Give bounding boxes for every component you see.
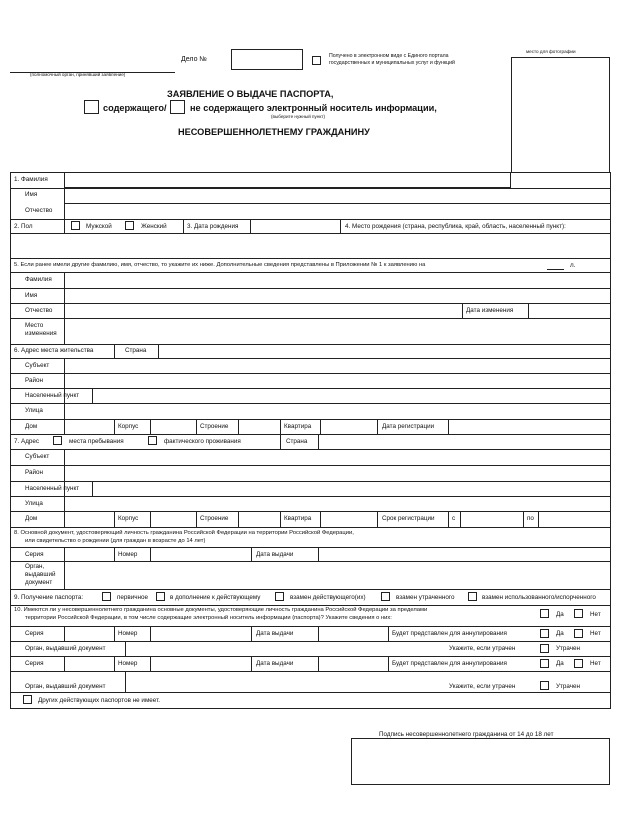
residence-country-label: Страна: [125, 347, 147, 354]
receipt-replace-used-checkbox[interactable]: [468, 592, 477, 601]
option-with-chip-label: содержащего/: [103, 103, 167, 113]
male-label: Мужской: [86, 223, 112, 230]
stay-structure-label: Строение: [200, 515, 229, 522]
foreign1-cancel-label: Будет представлен для аннулирования: [392, 630, 507, 637]
foreign1-number-label: Номер: [118, 630, 138, 637]
stay-district-label: Район: [25, 469, 43, 476]
gender-label: 2. Пол: [14, 223, 33, 230]
foreign1-yes-label: Да: [556, 630, 564, 637]
receipt-label: 9. Получение паспорта:: [14, 594, 84, 601]
foreign-no-label: Нет: [590, 611, 601, 618]
actual-residence-checkbox[interactable]: [148, 436, 157, 445]
foreign1-series-label: Серия: [25, 630, 44, 637]
residence-house-label: Дом: [25, 423, 38, 430]
option-with-chip-checkbox[interactable]: [84, 100, 99, 114]
foreign1-if-lost-label: Укажите, если утрачен: [449, 645, 516, 652]
no-other-passports-checkbox[interactable]: [23, 695, 32, 704]
stay-house-label: Дом: [25, 515, 38, 522]
foreign2-cancel-label: Будет представлен для аннулирования: [392, 660, 507, 667]
form-title-line3: НЕСОВЕРШЕННОЛЕТНЕМУ ГРАЖДАНИНУ: [178, 127, 370, 137]
foreign2-no-checkbox[interactable]: [574, 659, 583, 668]
foreign1-issuer-label: Орган, выдавший документ: [25, 645, 106, 652]
main-doc-line1: 8. Основной документ, удостоверяющий личность гражданина Российской Федерации на территории Российской Федерации,: [14, 530, 354, 536]
receipt-replace-lost-checkbox[interactable]: [381, 592, 390, 601]
residence-reg-date-label: Дата регистрации: [382, 423, 435, 430]
residence-apartment-label: Квартира: [284, 423, 312, 430]
receipt-replace-lost-label: взамен утраченного: [396, 594, 455, 601]
prev-patronymic-label: Отчество: [25, 307, 53, 314]
prev-surname-label: Фамилия: [25, 276, 52, 283]
foreign2-series-label: Серия: [25, 660, 44, 667]
actual-residence-label: фактического проживания: [164, 438, 241, 445]
surname-label: 1. Фамилия: [14, 176, 48, 183]
epgu-checkbox[interactable]: [312, 56, 321, 65]
option-without-chip-checkbox[interactable]: [170, 100, 185, 114]
foreign1-lost-label: Утрачен: [556, 645, 581, 652]
foreign2-yes-label: Да: [556, 660, 564, 667]
signature-label: Подпись несовершеннолетнего гражданина от 14 до 18 лет: [379, 731, 554, 738]
foreign-yes-checkbox[interactable]: [540, 609, 549, 618]
case-label: Дело №: [181, 56, 207, 63]
residence-address-label: 6. Адрес места жительства: [14, 347, 94, 354]
stay-reg-term-label: Срок регистрации: [382, 515, 435, 522]
receipt-addition-checkbox[interactable]: [156, 592, 165, 601]
option-without-chip-label: не содержащего электронный носитель информации,: [190, 103, 437, 113]
female-checkbox[interactable]: [125, 221, 134, 230]
birth-date-label: 3. Дата рождения: [187, 223, 239, 230]
receipt-addition-label: в дополнение к действующему: [170, 594, 261, 601]
male-checkbox[interactable]: [71, 221, 80, 230]
change-place-label1: Место: [25, 322, 44, 329]
stay-subject-label: Субъект: [25, 453, 50, 460]
foreign1-no-checkbox[interactable]: [574, 629, 583, 638]
foreign1-yes-checkbox[interactable]: [540, 629, 549, 638]
stay-reg-to-label: по: [527, 515, 534, 522]
photo-box: [511, 57, 610, 186]
foreign2-if-lost-label: Укажите, если утрачен: [449, 683, 516, 690]
receipt-replace-valid-checkbox[interactable]: [275, 592, 284, 601]
residence-district-label: Район: [25, 377, 43, 384]
stay-street-label: Улица: [25, 500, 43, 507]
stay-apartment-label: Квартира: [284, 515, 312, 522]
foreign2-issuer-label: Орган, выдавший документ: [25, 683, 106, 690]
stay-address-label: 7. Адрес: [14, 438, 40, 445]
main-doc-issuer-label2: выдавший: [25, 571, 56, 578]
epgu-text-line1: Получено в электронном виде с Единого портала: [329, 53, 449, 59]
residence-subject-label: Субъект: [25, 362, 50, 369]
stay-place-label: места пребывания: [69, 438, 124, 445]
surname-field[interactable]: [64, 172, 511, 188]
foreign2-date-label: Дата выдачи: [256, 660, 294, 667]
stay-locality-label: Населенный пункт: [25, 485, 80, 492]
prev-names-intro: 5. Если ранее имели другие фамилию, имя, отчество, то укажите их ниже. Дополнительные сведения представлены в Приложении № 1 к заявлению на: [14, 262, 426, 268]
receipt-replace-valid-label: взамен действующего(их): [290, 594, 366, 601]
residence-building-label: Корпус: [118, 423, 139, 430]
receipt-primary-label: первичное: [117, 594, 149, 601]
main-doc-date-label: Дата выдачи: [256, 551, 294, 558]
photo-label: место для фотографии: [526, 49, 576, 54]
receipt-replace-used-label: взамен использованного/испорченного: [482, 594, 596, 601]
foreign2-lost-label: Утрачен: [556, 683, 581, 690]
form-title-line1: ЗАЯВЛЕНИЕ О ВЫДАЧЕ ПАСПОРТА,: [167, 89, 334, 99]
female-label: Женский: [141, 223, 167, 230]
main-doc-line2: или свидетельство о рождении (для граждан в возрасте до 14 лет): [25, 538, 206, 544]
name-label: Имя: [25, 191, 38, 198]
foreign2-yes-checkbox[interactable]: [540, 659, 549, 668]
foreign1-no-label: Нет: [590, 630, 601, 637]
stay-building-label: Корпус: [118, 515, 139, 522]
residence-locality-label: Населенный пункт: [25, 392, 80, 399]
foreign2-number-label: Номер: [118, 660, 138, 667]
residence-structure-label: Строение: [200, 423, 229, 430]
stay-country-label: Страна: [286, 438, 308, 445]
signature-box[interactable]: [351, 738, 610, 785]
birth-place-label: 4. Место рождения (страна, республика, край, область, населенный пункт):: [345, 223, 566, 230]
patronymic-label: Отчество: [25, 207, 53, 214]
foreign2-lost-checkbox[interactable]: [540, 681, 549, 690]
prev-name-label: Имя: [25, 292, 38, 299]
main-doc-issuer-label1: Орган,: [25, 563, 45, 570]
foreign-no-checkbox[interactable]: [574, 609, 583, 618]
main-doc-series-label: Серия: [25, 551, 44, 558]
stay-reg-from-label: с: [452, 515, 456, 522]
foreign-docs-line2: территории Российской Федерации, в том числе содержащие электронный носитель информации (паспорта)? Укажите сведения о них:: [25, 615, 392, 621]
main-doc-issuer-label3: документ: [25, 579, 53, 586]
residence-street-label: Улица: [25, 407, 43, 414]
case-number-field[interactable]: [231, 49, 303, 70]
epgu-text-line2: государственных и муниципальных услуг и функций: [329, 60, 455, 66]
receipt-primary-checkbox[interactable]: [102, 592, 111, 601]
choose-hint: (выберите нужный пункт): [271, 114, 326, 119]
foreign-yes-label: Да: [556, 611, 564, 618]
prev-names-sheets: л.: [570, 262, 576, 269]
foreign-docs-line1: 10. Имеются ли у несовершеннолетнего гражданина основные документы, удостоверяющие личность гражданина Российской Федерации за пределами: [14, 607, 428, 613]
no-other-passports-label: Других действующих паспортов не имеет.: [38, 697, 161, 704]
main-doc-number-label: Номер: [118, 551, 138, 558]
stay-place-checkbox[interactable]: [53, 436, 62, 445]
foreign2-no-label: Нет: [590, 660, 601, 667]
change-date-label: Дата изменения: [466, 307, 514, 314]
foreign1-lost-checkbox[interactable]: [540, 644, 549, 653]
department-caption: (полномочный орган, принявший заявление): [30, 72, 126, 77]
change-place-label2: изменения: [25, 330, 57, 337]
foreign1-date-label: Дата выдачи: [256, 630, 294, 637]
